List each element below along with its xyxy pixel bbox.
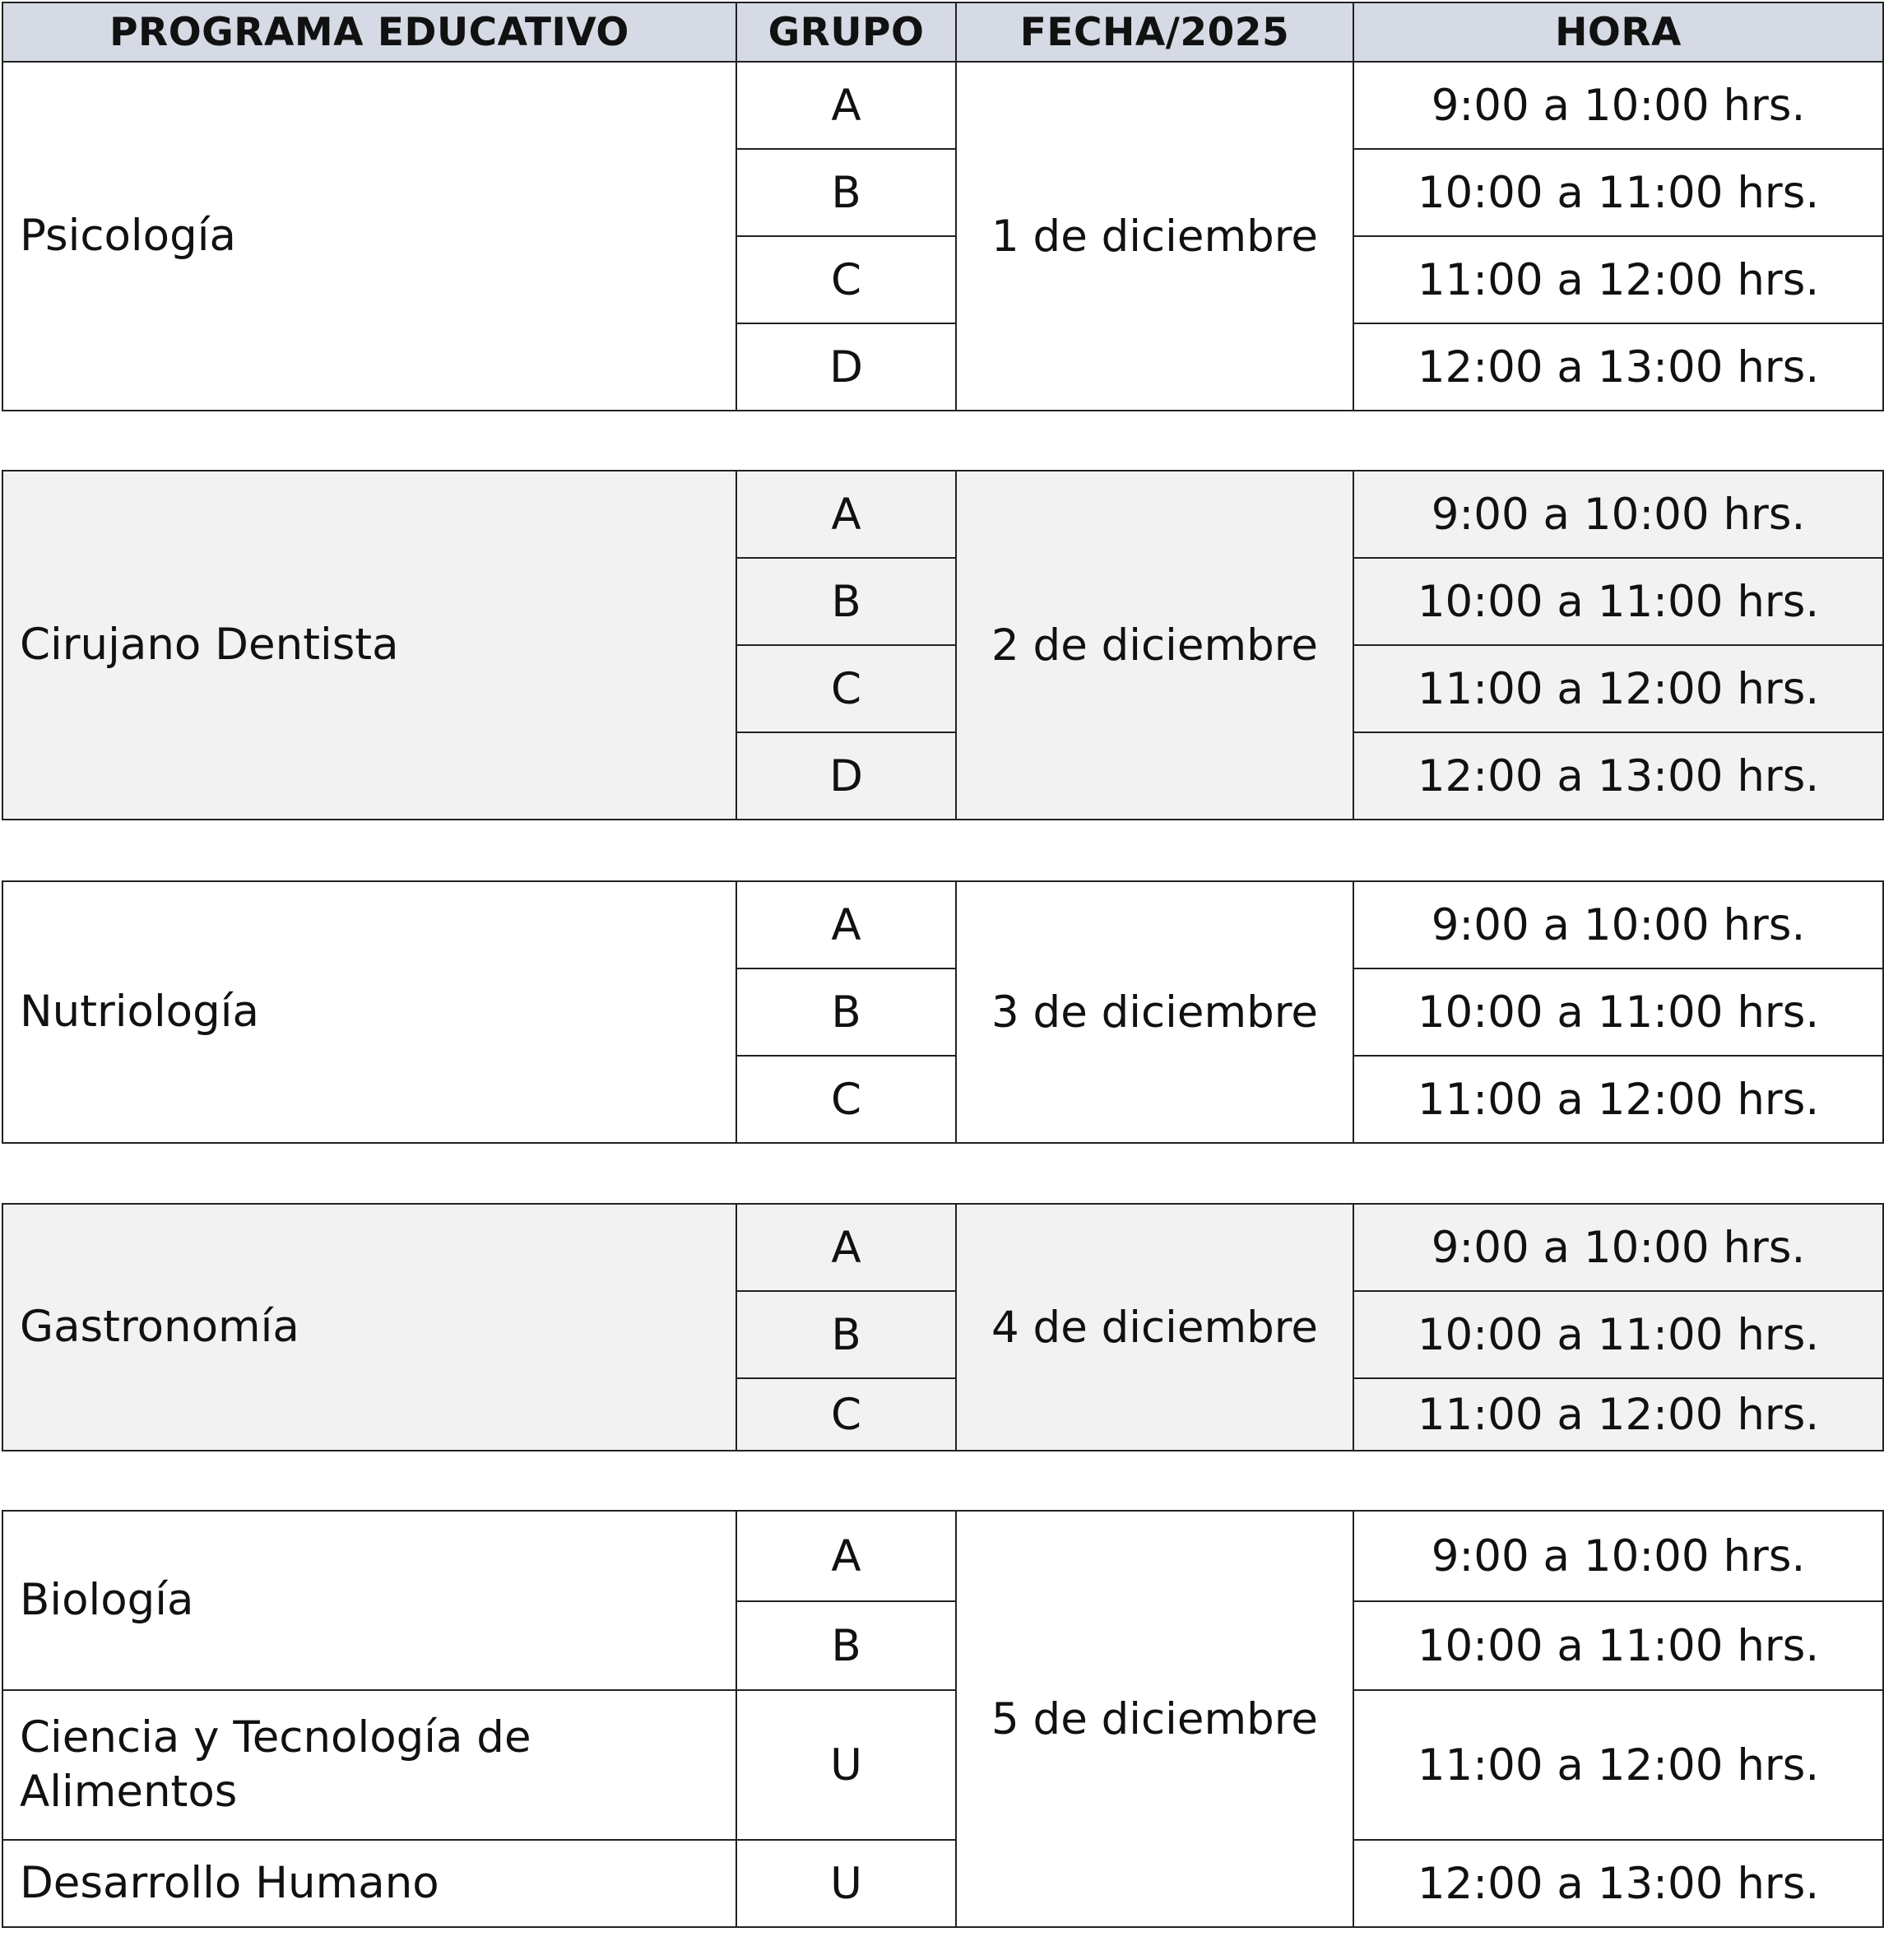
grupo-cell: B bbox=[736, 1291, 956, 1378]
grupo-cell: A bbox=[736, 471, 956, 558]
programa-cell: Biología bbox=[2, 1511, 736, 1690]
grupo-cell: B bbox=[736, 558, 956, 645]
fecha-cell: 2 de diciembre bbox=[956, 471, 1353, 820]
header-hora: HORA bbox=[1353, 2, 1883, 62]
grupo-cell: U bbox=[736, 1690, 956, 1840]
programa-cell: Nutriología bbox=[2, 881, 736, 1143]
grupo-cell: C bbox=[736, 645, 956, 732]
hora-cell: 11:00 a 12:00 hrs. bbox=[1353, 1690, 1883, 1840]
schedule-table-gastronomia bbox=[2, 1203, 1884, 1451]
table-row bbox=[2, 62, 1883, 149]
hora-cell: 9:00 a 10:00 hrs. bbox=[1353, 471, 1883, 558]
grupo-cell: A bbox=[736, 1204, 956, 1291]
hora-cell: 11:00 a 12:00 hrs. bbox=[1353, 645, 1883, 732]
table-row bbox=[2, 881, 1883, 968]
grupo-cell: A bbox=[736, 62, 956, 149]
programa-cell: Psicología bbox=[2, 62, 736, 411]
header-grupo: GRUPO bbox=[736, 2, 956, 62]
programa-cell: Ciencia y Tecnología de Alimentos bbox=[2, 1690, 736, 1840]
hora-cell: 12:00 a 13:00 hrs. bbox=[1353, 732, 1883, 820]
grupo-cell: A bbox=[736, 1511, 956, 1601]
table-row bbox=[2, 471, 1883, 558]
grupo-cell: B bbox=[736, 1601, 956, 1690]
grupo-cell: C bbox=[736, 236, 956, 323]
programa-cell: Gastronomía bbox=[2, 1204, 736, 1451]
schedule-table-psicologia bbox=[2, 2, 1884, 411]
fecha-cell: 5 de diciembre bbox=[956, 1511, 1353, 1927]
hora-cell: 9:00 a 10:00 hrs. bbox=[1353, 1511, 1883, 1601]
grupo-cell: D bbox=[736, 732, 956, 820]
hora-cell: 11:00 a 12:00 hrs. bbox=[1353, 1056, 1883, 1143]
grupo-cell: U bbox=[736, 1840, 956, 1927]
grupo-cell: B bbox=[736, 968, 956, 1056]
hora-cell: 10:00 a 11:00 hrs. bbox=[1353, 1291, 1883, 1378]
grupo-cell: C bbox=[736, 1056, 956, 1143]
schedule-table-cirujano-dentista bbox=[2, 470, 1884, 820]
table-row bbox=[2, 1690, 1883, 1840]
schedule-table-nutriologia bbox=[2, 880, 1884, 1144]
fecha-cell: 4 de diciembre bbox=[956, 1204, 1353, 1451]
header-programa: PROGRAMA EDUCATIVO bbox=[2, 2, 736, 62]
table-row bbox=[2, 1204, 1883, 1291]
hora-cell: 11:00 a 12:00 hrs. bbox=[1353, 236, 1883, 323]
hora-cell: 9:00 a 10:00 hrs. bbox=[1353, 1204, 1883, 1291]
hora-cell: 10:00 a 11:00 hrs. bbox=[1353, 558, 1883, 645]
hora-cell: 10:00 a 11:00 hrs. bbox=[1353, 1601, 1883, 1690]
programa-cell: Desarrollo Humano bbox=[2, 1840, 736, 1927]
header-fecha: FECHA/2025 bbox=[956, 2, 1353, 62]
grupo-cell: B bbox=[736, 149, 956, 236]
hora-cell: 10:00 a 11:00 hrs. bbox=[1353, 968, 1883, 1056]
table-row bbox=[2, 1840, 1883, 1927]
hora-cell: 9:00 a 10:00 hrs. bbox=[1353, 62, 1883, 149]
hora-cell: 12:00 a 13:00 hrs. bbox=[1353, 323, 1883, 411]
hora-cell: 9:00 a 10:00 hrs. bbox=[1353, 881, 1883, 968]
hora-cell: 10:00 a 11:00 hrs. bbox=[1353, 149, 1883, 236]
grupo-cell: D bbox=[736, 323, 956, 411]
fecha-cell: 1 de diciembre bbox=[956, 62, 1353, 411]
table-row bbox=[2, 1511, 1883, 1601]
fecha-cell: 3 de diciembre bbox=[956, 881, 1353, 1143]
hora-cell: 12:00 a 13:00 hrs. bbox=[1353, 1840, 1883, 1927]
grupo-cell: C bbox=[736, 1378, 956, 1451]
schedule-table-5-diciembre bbox=[2, 1510, 1884, 1928]
hora-cell: 11:00 a 12:00 hrs. bbox=[1353, 1378, 1883, 1451]
programa-cell: Cirujano Dentista bbox=[2, 471, 736, 820]
header-row bbox=[2, 2, 1883, 62]
grupo-cell: A bbox=[736, 881, 956, 968]
